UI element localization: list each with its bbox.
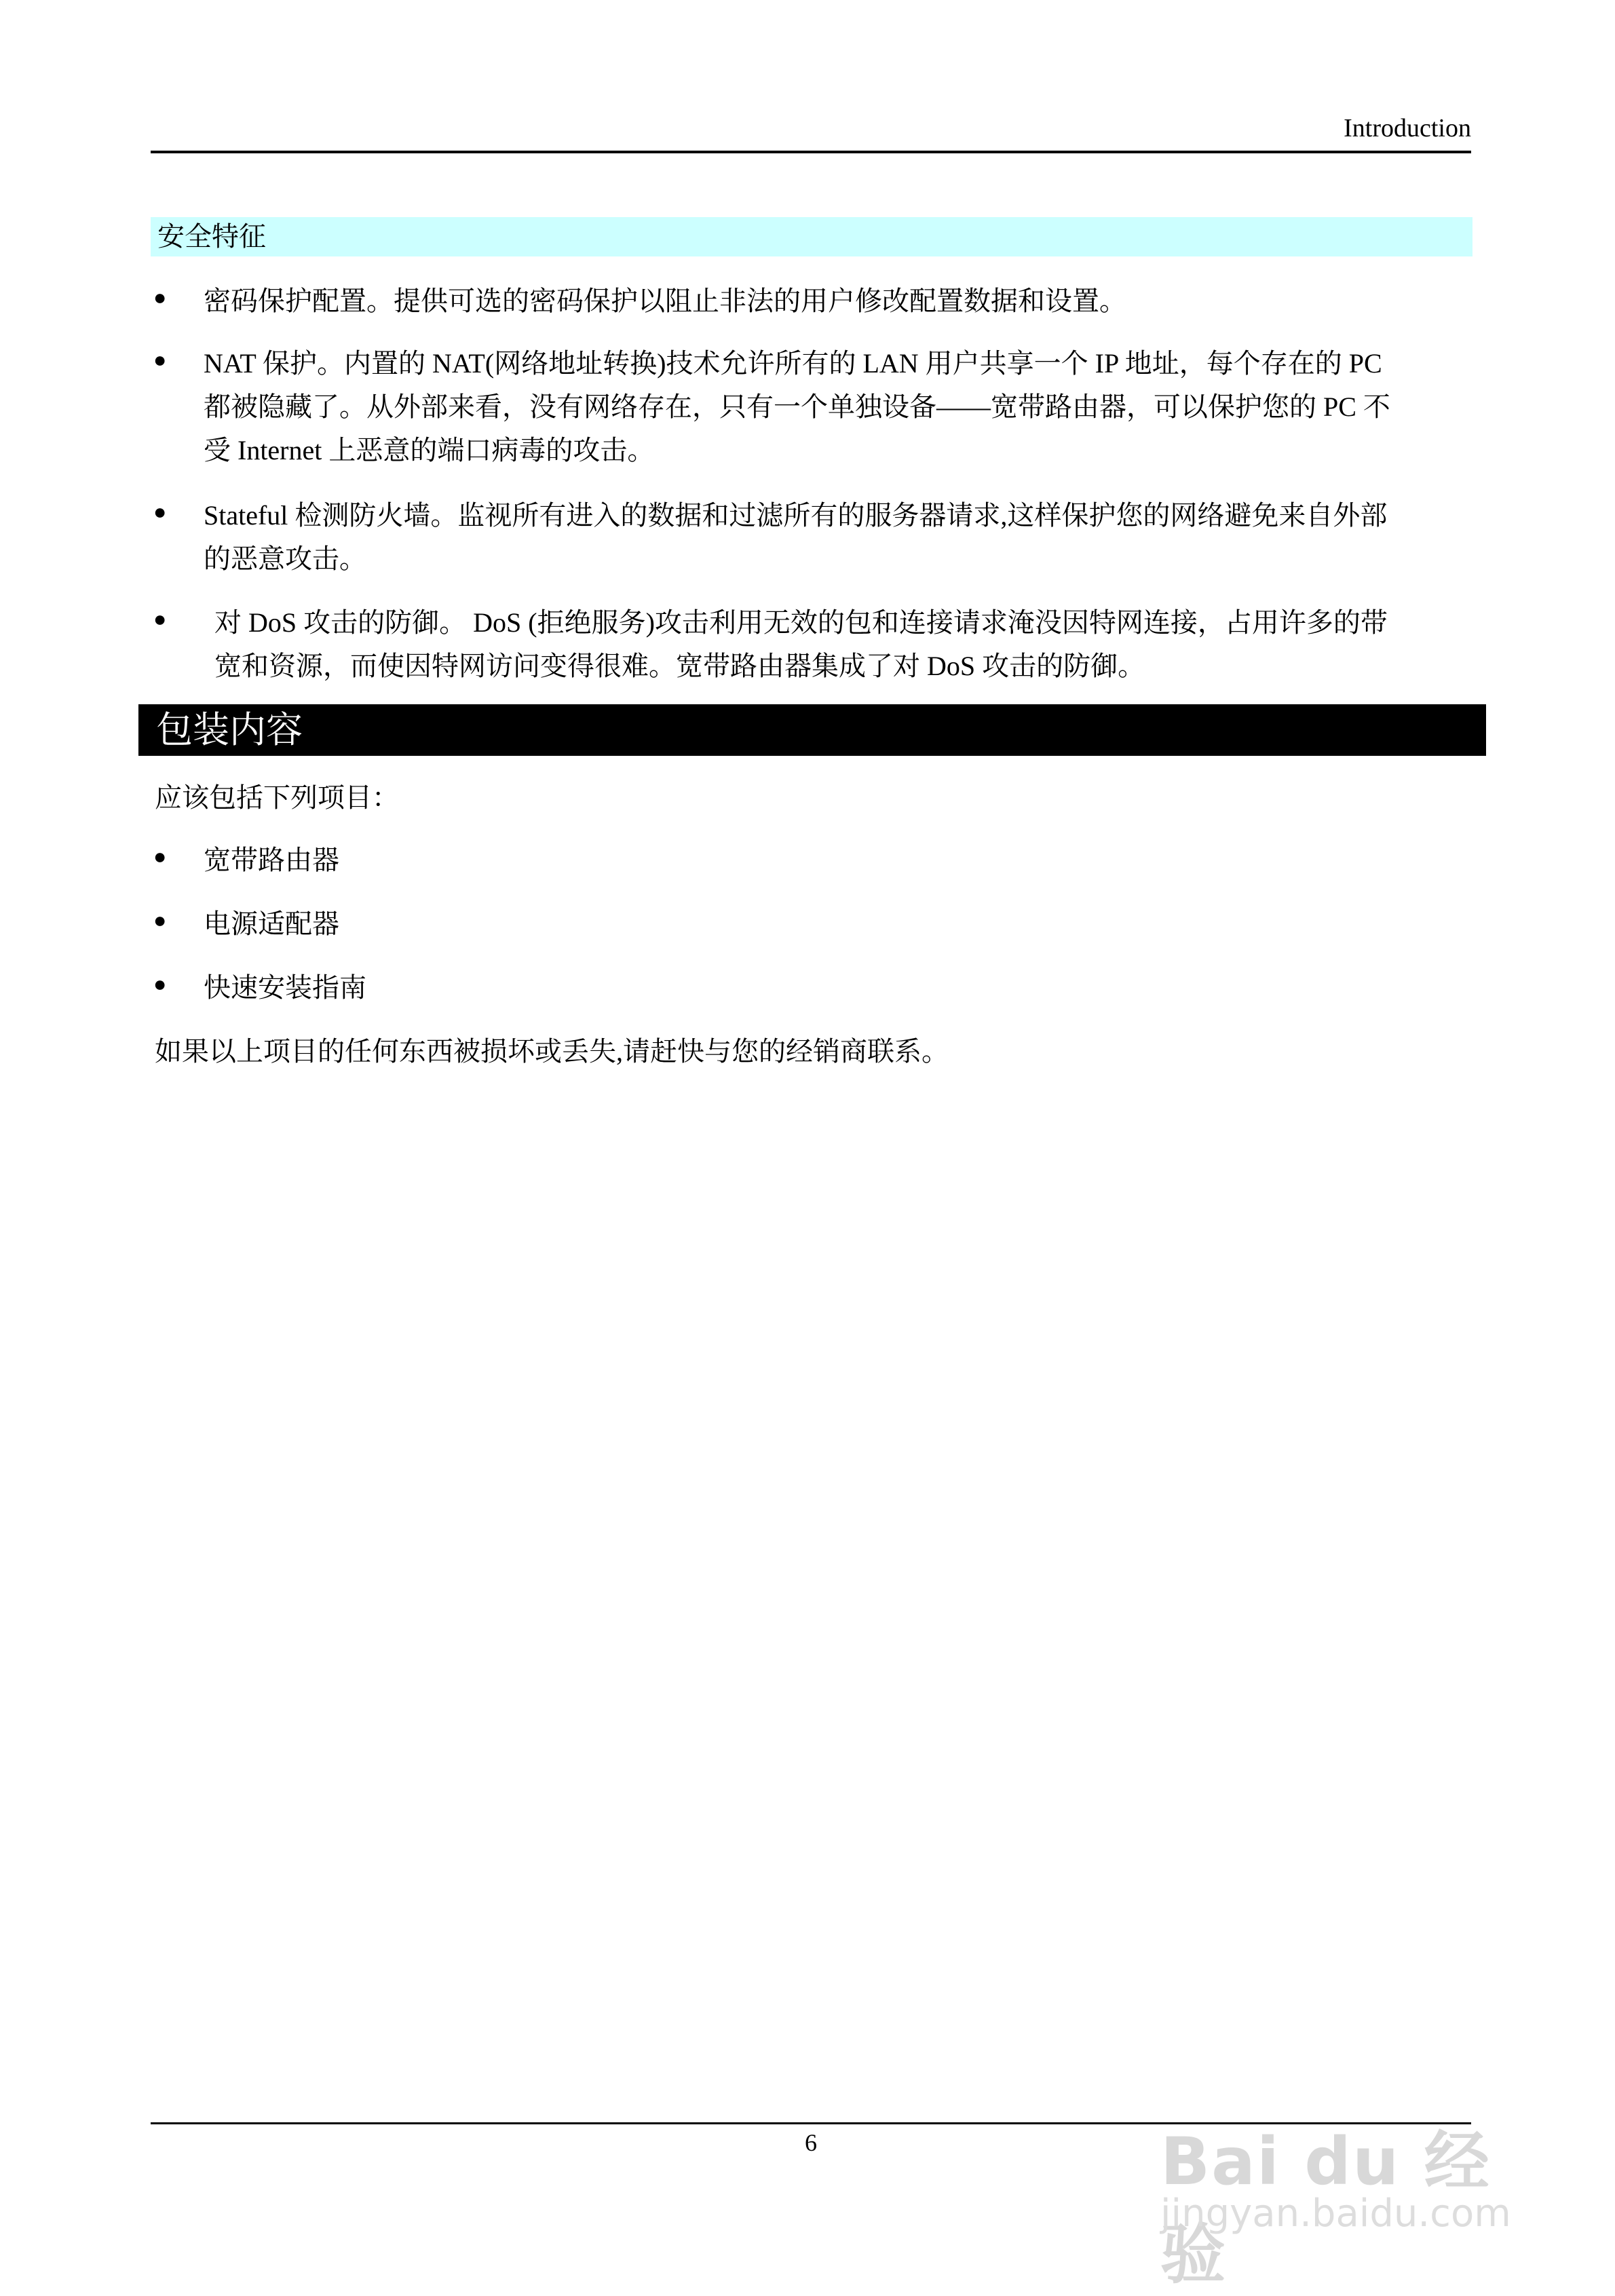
section-heading-band xyxy=(151,217,1472,256)
running-header: Introduction xyxy=(1344,114,1471,142)
security-item-4-line-1: 对 DoS 攻击的防御。 DoS (拒绝服务)攻击利用无效的包和连接请求淹没因特网连接，占用许多的带 xyxy=(214,607,1388,638)
section-heading-security: 安全特征 xyxy=(157,221,266,252)
section-heading-package: 包装内容 xyxy=(156,710,303,750)
package-item: 电源适配器 xyxy=(204,908,339,939)
security-item-4-line-2: 宽和资源，而使因特网访问变得很难。宽带路由器集成了对 DoS 攻击的防御。 xyxy=(214,651,1145,681)
security-item-2-line-3: 受 Internet 上恶意的端口病毒的攻击。 xyxy=(204,435,655,465)
bullet-icon: ● xyxy=(153,908,167,932)
bullet-icon: ● xyxy=(153,347,167,372)
watermark-url: jingyan.baidu.com xyxy=(1160,2192,1511,2236)
security-item-3-line-2: 的恶意攻击。 xyxy=(204,543,366,574)
package-item: 快速安装指南 xyxy=(204,972,366,1003)
bullet-icon: ● xyxy=(153,499,167,524)
security-item-3-line-1: Stateful 检测防火墙。监视所有进入的数据和过滤所有的服务器请求,这样保护您的网络避免来自外部 xyxy=(204,500,1388,531)
package-note: 如果以上项目的任何东西被损坏或丢失,请赶快与您的经销商联系。 xyxy=(155,1036,949,1067)
bullet-icon: ● xyxy=(153,607,167,631)
watermark-brand: Bai du 经验 xyxy=(1160,2124,1491,2293)
security-item-2-line-2: 都被隐藏了。从外部来看，没有网络存在，只有一个单独设备——宽带路由器，可以保护您的 PC 不 xyxy=(204,391,1390,422)
bullet-icon: ● xyxy=(153,844,167,868)
section-heading-band-dark xyxy=(138,704,1486,756)
security-item-2-line-1: NAT 保护。内置的 NAT(网络地址转换)技术允许所有的 LAN 用户共享一个 IP 地址，每个存在的 PC xyxy=(204,348,1382,379)
bullet-icon: ● xyxy=(153,285,167,309)
baidu-watermark xyxy=(1120,2076,1554,2293)
security-item-1-line-1: 密码保护配置。提供可选的密码保护以阻止非法的用户修改配置数据和设置。 xyxy=(204,286,1126,316)
package-intro: 应该包括下列项目： xyxy=(155,782,399,813)
page-number: 6 xyxy=(805,2129,817,2156)
bullet-icon: ● xyxy=(153,972,167,996)
package-item: 宽带路由器 xyxy=(204,845,339,875)
header-rule xyxy=(151,151,1471,153)
